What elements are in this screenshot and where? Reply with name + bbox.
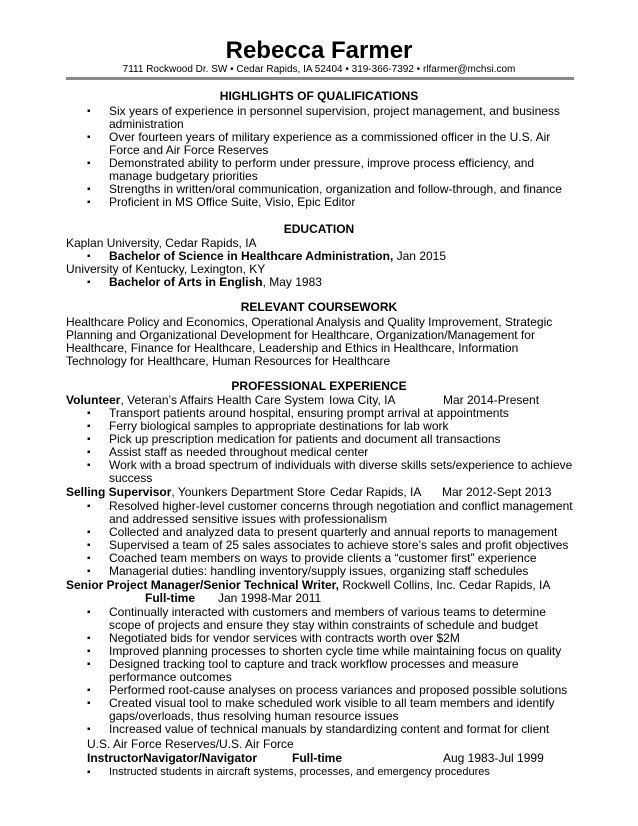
highlights-list: [87, 105, 577, 209]
job-airforce-duties: [87, 766, 587, 779]
job-org: Rockwell Collins, Inc. Cedar Rapids, IA: [338, 578, 551, 592]
list-item: ▪ Proficient in MS Office Suite, Visio, Epic Editor: [87, 196, 577, 209]
resume-name: Rebecca Farmer: [225, 37, 413, 64]
coursework-text: Healthcare Policy and Economics, Operational Analysis and Quality Improvement, Strategic Planning and Organizational Development for Healthcare, Organization/Management for Healthcare, Finance for Healthcare, Leadership and Ethics in Healthcare, Information Technology for Healthcare, Human Resources for Healthcare: [66, 315, 553, 368]
list-item: ▪ Six years of experience in personnel supervision, project management, and business administration: [87, 105, 577, 131]
school-kentucky: University of Kentucky, Lexington, KY: [66, 262, 266, 276]
list-item: ▪ Assist staff as needed throughout medical center: [87, 446, 577, 459]
degree-title: Bachelor of Science in Healthcare Administration,: [109, 249, 394, 263]
list-item: ▪ Instructed students in aircraft systems, processes, and emergency procedures: [87, 766, 587, 779]
job-role: Selling Supervisor: [66, 485, 172, 499]
job-role: Volunteer: [66, 393, 121, 407]
list-item: ▪ Coached team members on ways to provide clients a “customer first” experience: [87, 552, 577, 565]
degree-date: , May 1983: [262, 275, 322, 289]
degree-item: [87, 276, 577, 289]
job-dates: Mar 2012-Sept 2013: [442, 485, 552, 499]
job-dates: Mar 2014-Present: [443, 393, 540, 407]
school-kaplan: Kaplan University, Cedar Rapids, IA: [66, 236, 257, 250]
list-item: ▪ Ferry biological samples to appropriate destinations for lab work: [87, 420, 577, 433]
coursework-heading: RELEVANT COURSEWORK: [240, 300, 398, 314]
job-selling-title: [66, 486, 325, 499]
list-item: ▪ Over fourteen years of military experience as a commissioned officer in the U.S. Air Force and Air Force Reserves: [87, 131, 577, 157]
list-item: ▪ Created visual tool to make scheduled work visible to all team members and identify gaps/overloads, thus resolving human resource issues: [87, 697, 577, 723]
list-item: ▪ Transport patients around hospital, ensuring prompt arrival at appointments: [87, 407, 577, 420]
job-org: , Veteran’s Affairs Health Care System: [120, 393, 325, 407]
list-item: ▪ Increased value of technical manuals by standardizing content and format for client: [87, 723, 577, 736]
list-item: ▪ Pick up prescription medication for patients and document all transactions: [87, 433, 577, 446]
list-item: ▪ Resolved higher-level customer concerns through negotiation and conflict management and addressed sensitive issues with professionalism: [87, 500, 577, 526]
contact-line: 7111 Rockwood Dr. SW • Cedar Rapids, IA 52404 • 319-366-7392 • rlfarmer@mchsi.com: [122, 64, 516, 75]
job-airforce-org: U.S. Air Force Reserves/U.S. Air Force: [87, 737, 294, 751]
list-item: ▪ Continually interacted with customers and members of various teams to determine scope of projects and ensure they stay within constraints of schedule and budget: [87, 606, 577, 632]
list-item: ▪ Managerial duties: handling inventory/supply issues, organizing staff schedules: [87, 565, 577, 578]
list-item: ▪ Designed tracking tool to capture and track workflow processes and measure performance outcomes: [87, 658, 577, 684]
list-item: ▪ Collected and analyzed data to present quarterly and annual reports to management: [87, 526, 577, 539]
experience-heading: PROFESSIONAL EXPERIENCE: [231, 379, 407, 393]
job-dates: Aug 1983-Jul 1999: [443, 751, 544, 765]
job-type: Full-time: [292, 751, 342, 765]
degree-list-2: [87, 276, 577, 289]
header-divider: [66, 77, 574, 80]
list-item: ▪ Supervised a team of 25 sales associates to achieve store’s sales and profit objectives: [87, 539, 577, 552]
list-item: ▪ Work with a broad spectrum of individuals with diverse skills sets/experience to achieve success: [87, 459, 577, 485]
job-location: Iowa City, IA: [329, 393, 396, 407]
education-heading: EDUCATION: [283, 222, 355, 236]
list-item: ▪ Negotiated bids for vendor services with contracts worth over $2M: [87, 632, 577, 645]
job-volunteer-duties: [87, 407, 577, 485]
highlights-heading: HIGHLIGHTS OF QUALIFICATIONS: [219, 89, 419, 103]
list-item: ▪ Performed root-cause analyses on process variances and proposed possible solutions: [87, 684, 577, 697]
job-role: Senior Project Manager/Senior Technical Writer,: [66, 578, 339, 592]
job-dates: Jan 1998-Mar 2011: [218, 591, 322, 605]
degree-date: Jan 2015: [393, 249, 447, 263]
degree-title: Bachelor of Arts in English: [109, 275, 263, 289]
job-org: , Younkers Department Store: [171, 485, 326, 499]
job-location: Cedar Rapids, IA: [330, 485, 422, 499]
list-item: ▪ Improved planning processes to shorten cycle time while maintaining focus on quality: [87, 645, 577, 658]
list-item: ▪ Demonstrated ability to perform under pressure, improve process efficiency, and manage budgetary priorities: [87, 157, 577, 183]
list-item: ▪ Strengths in written/oral communication, organization and follow-through, and finance: [87, 183, 577, 196]
job-type: Full-time: [145, 591, 195, 605]
job-rockwell-duties: [87, 606, 577, 736]
job-role: InstructorNavigator/Navigator: [87, 751, 258, 765]
job-selling-duties: [87, 500, 577, 578]
